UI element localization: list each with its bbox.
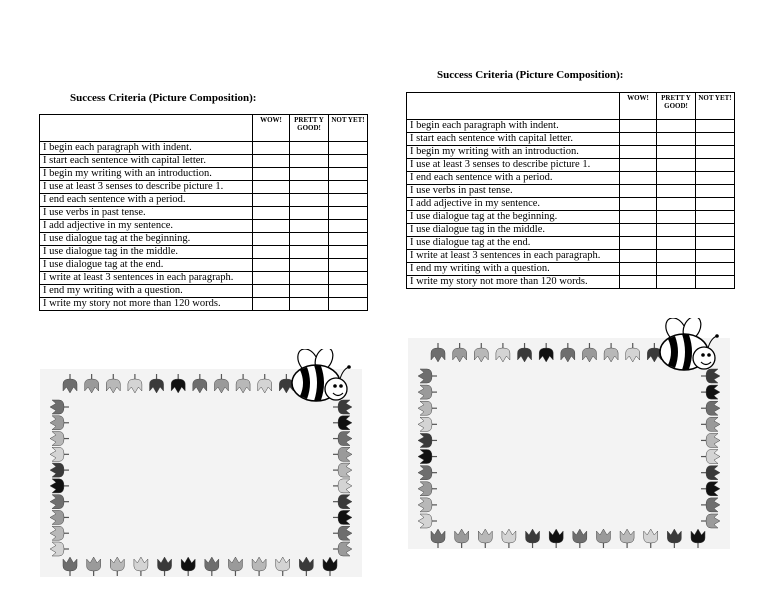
criterion-text: I end my writing with a question. (40, 285, 253, 298)
not-yet-header: NOT YET! (696, 93, 735, 120)
wow-checkbox-cell[interactable] (253, 246, 290, 259)
pretty-good-checkbox-cell[interactable] (657, 185, 696, 198)
pretty-good-checkbox-cell[interactable] (657, 263, 696, 276)
table-row (407, 146, 735, 159)
not-yet-checkbox-cell[interactable] (329, 246, 368, 259)
pretty-good-checkbox-cell[interactable] (657, 146, 696, 159)
not-yet-checkbox-cell[interactable] (329, 272, 368, 285)
criterion-text: I start each sentence with capital letter. (407, 133, 620, 146)
not-yet-checkbox-cell[interactable] (696, 159, 735, 172)
table-row (407, 133, 735, 146)
not-yet-checkbox-cell[interactable] (329, 298, 368, 311)
wow-checkbox-cell[interactable] (620, 120, 657, 133)
criterion-text: I begin each paragraph with indent. (40, 142, 253, 155)
pretty-good-header: PRETT Y GOOD! (657, 93, 696, 120)
left-criteria-title: Success Criteria (Picture Composition): (70, 92, 257, 104)
wow-checkbox-cell[interactable] (253, 194, 290, 207)
criterion-text: I use at least 3 senses to describe picture 1. (40, 181, 253, 194)
wow-header: WOW! (253, 115, 290, 142)
wow-checkbox-cell[interactable] (620, 237, 657, 250)
criteria-header (407, 93, 620, 120)
wow-checkbox-cell[interactable] (620, 263, 657, 276)
table-row (40, 181, 368, 194)
table-row (40, 246, 368, 259)
criterion-text: I use verbs in past tense. (40, 207, 253, 220)
left-criteria-body (40, 142, 368, 311)
wow-header: WOW! (620, 93, 657, 120)
table-row (407, 185, 735, 198)
criterion-text: I use dialogue tag at the end. (407, 237, 620, 250)
pretty-good-checkbox-cell[interactable] (290, 155, 329, 168)
table-row (40, 259, 368, 272)
table-row (40, 272, 368, 285)
pretty-good-checkbox-cell[interactable] (290, 285, 329, 298)
criterion-text: I use dialogue tag in the middle. (407, 224, 620, 237)
table-row (40, 298, 368, 311)
not-yet-checkbox-cell[interactable] (696, 237, 735, 250)
criterion-text: I end my writing with a question. (407, 263, 620, 276)
wow-checkbox-cell[interactable] (620, 133, 657, 146)
pretty-good-checkbox-cell[interactable] (290, 194, 329, 207)
not-yet-checkbox-cell[interactable] (696, 133, 735, 146)
criterion-text: I start each sentence with capital letter. (40, 155, 253, 168)
not-yet-checkbox-cell[interactable] (329, 142, 368, 155)
pretty-good-checkbox-cell[interactable] (290, 207, 329, 220)
left-criteria-table (39, 114, 368, 311)
wow-checkbox-cell[interactable] (253, 142, 290, 155)
not-yet-checkbox-cell[interactable] (329, 194, 368, 207)
pretty-good-checkbox-cell[interactable] (290, 298, 329, 311)
criterion-text: I use dialogue tag in the middle. (40, 246, 253, 259)
pretty-good-checkbox-cell[interactable] (290, 220, 329, 233)
criteria-header (40, 115, 253, 142)
left-tulip-frame-icon (36, 349, 366, 581)
criterion-text: I add adjective in my sentence. (407, 198, 620, 211)
not-yet-header: NOT YET! (329, 115, 368, 142)
wow-checkbox-cell[interactable] (620, 276, 657, 289)
table-row (40, 155, 368, 168)
wow-checkbox-cell[interactable] (620, 198, 657, 211)
table-row (40, 207, 368, 220)
not-yet-checkbox-cell[interactable] (329, 168, 368, 181)
pretty-good-checkbox-cell[interactable] (290, 259, 329, 272)
not-yet-checkbox-cell[interactable] (696, 211, 735, 224)
pretty-good-checkbox-cell[interactable] (657, 250, 696, 263)
wow-checkbox-cell[interactable] (620, 185, 657, 198)
right-criteria-table (406, 92, 735, 289)
table-row (407, 237, 735, 250)
not-yet-checkbox-cell[interactable] (696, 185, 735, 198)
not-yet-checkbox-cell[interactable] (696, 276, 735, 289)
wow-checkbox-cell[interactable] (620, 224, 657, 237)
pretty-good-checkbox-cell[interactable] (657, 172, 696, 185)
not-yet-checkbox-cell[interactable] (329, 207, 368, 220)
wow-checkbox-cell[interactable] (620, 172, 657, 185)
table-row (407, 276, 735, 289)
pretty-good-checkbox-cell[interactable] (290, 181, 329, 194)
table-row (40, 142, 368, 155)
wow-checkbox-cell[interactable] (620, 250, 657, 263)
wow-checkbox-cell[interactable] (253, 298, 290, 311)
table-row (407, 120, 735, 133)
not-yet-checkbox-cell[interactable] (696, 198, 735, 211)
pretty-good-checkbox-cell[interactable] (290, 142, 329, 155)
criterion-text: I use dialogue tag at the end. (40, 259, 253, 272)
criterion-text: I add adjective in my sentence. (40, 220, 253, 233)
wow-checkbox-cell[interactable] (253, 233, 290, 246)
pretty-good-checkbox-cell[interactable] (657, 224, 696, 237)
pretty-good-checkbox-cell[interactable] (290, 168, 329, 181)
right-tulip-frame-icon (404, 318, 734, 553)
wow-checkbox-cell[interactable] (253, 155, 290, 168)
criterion-text: I begin my writing with an introduction. (40, 168, 253, 181)
not-yet-checkbox-cell[interactable] (329, 233, 368, 246)
not-yet-checkbox-cell[interactable] (696, 146, 735, 159)
right-criteria-body (407, 120, 735, 289)
wow-checkbox-cell[interactable] (620, 159, 657, 172)
criterion-text: I use dialogue tag at the beginning. (407, 211, 620, 224)
pretty-good-checkbox-cell[interactable] (657, 159, 696, 172)
criterion-text: I end each sentence with a period. (40, 194, 253, 207)
pretty-good-checkbox-cell[interactable] (290, 233, 329, 246)
criterion-text: I use at least 3 senses to describe picture 1. (407, 159, 620, 172)
table-row (407, 263, 735, 276)
table-row (407, 159, 735, 172)
criterion-text: I end each sentence with a period. (407, 172, 620, 185)
not-yet-checkbox-cell[interactable] (696, 120, 735, 133)
wow-checkbox-cell[interactable] (253, 259, 290, 272)
not-yet-checkbox-cell[interactable] (696, 224, 735, 237)
not-yet-checkbox-cell[interactable] (696, 250, 735, 263)
criterion-text: I begin my writing with an introduction. (407, 146, 620, 159)
pretty-good-checkbox-cell[interactable] (290, 246, 329, 259)
pretty-good-checkbox-cell[interactable] (657, 211, 696, 224)
pretty-good-checkbox-cell[interactable] (657, 198, 696, 211)
criterion-text: I write my story not more than 120 words. (40, 298, 253, 311)
table-row (40, 194, 368, 207)
not-yet-checkbox-cell[interactable] (696, 172, 735, 185)
criterion-text: I use verbs in past tense. (407, 185, 620, 198)
table-row (407, 198, 735, 211)
table-row (407, 211, 735, 224)
table-header-row (407, 93, 735, 120)
not-yet-checkbox-cell[interactable] (329, 220, 368, 233)
table-header-row (40, 115, 368, 142)
not-yet-checkbox-cell[interactable] (329, 155, 368, 168)
wow-checkbox-cell[interactable] (253, 207, 290, 220)
wow-checkbox-cell[interactable] (620, 211, 657, 224)
wow-checkbox-cell[interactable] (253, 272, 290, 285)
criterion-text: I write my story not more than 120 words. (407, 276, 620, 289)
wow-checkbox-cell[interactable] (620, 146, 657, 159)
wow-checkbox-cell[interactable] (253, 220, 290, 233)
table-row (407, 224, 735, 237)
criterion-text: I write at least 3 sentences in each paragraph. (40, 272, 253, 285)
not-yet-checkbox-cell[interactable] (329, 259, 368, 272)
criterion-text: I use dialogue tag at the beginning. (40, 233, 253, 246)
table-row (407, 172, 735, 185)
table-row (407, 250, 735, 263)
pretty-good-checkbox-cell[interactable] (657, 120, 696, 133)
pretty-good-checkbox-cell[interactable] (290, 272, 329, 285)
wow-checkbox-cell[interactable] (253, 181, 290, 194)
wow-checkbox-cell[interactable] (253, 168, 290, 181)
right-criteria-title: Success Criteria (Picture Composition): (437, 69, 624, 81)
criterion-text: I write at least 3 sentences in each paragraph. (407, 250, 620, 263)
table-row (40, 285, 368, 298)
not-yet-checkbox-cell[interactable] (329, 181, 368, 194)
not-yet-checkbox-cell[interactable] (696, 263, 735, 276)
table-row (40, 233, 368, 246)
criterion-text: I begin each paragraph with indent. (407, 120, 620, 133)
bee-icon (292, 349, 351, 401)
table-row (40, 168, 368, 181)
pretty-good-checkbox-cell[interactable] (657, 133, 696, 146)
pretty-good-checkbox-cell[interactable] (657, 276, 696, 289)
bee-icon (660, 318, 719, 370)
table-row (40, 220, 368, 233)
wow-checkbox-cell[interactable] (253, 285, 290, 298)
not-yet-checkbox-cell[interactable] (329, 285, 368, 298)
pretty-good-header: PRETT Y GOOD! (290, 115, 329, 142)
pretty-good-checkbox-cell[interactable] (657, 237, 696, 250)
